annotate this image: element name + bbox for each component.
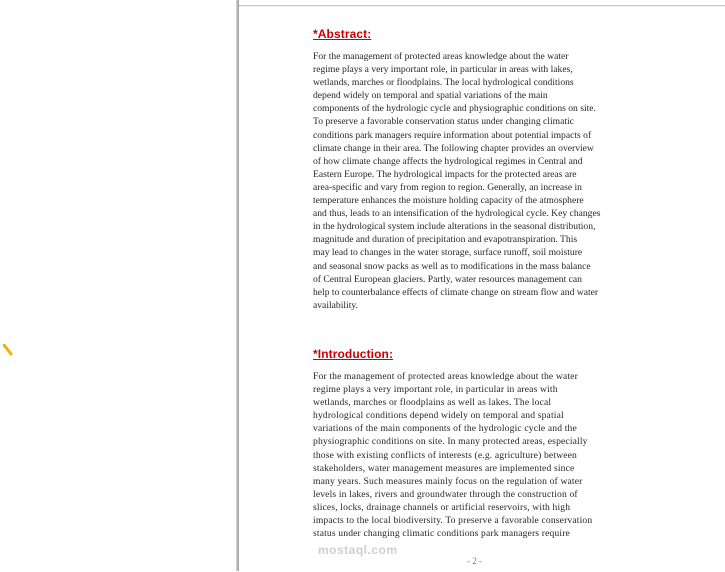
text-line: Eastern Europe. The hydrological impacts for the protected areas are	[313, 168, 577, 180]
text-line: climate change in their area. The following chapter provides an overview	[313, 142, 594, 154]
text-line: variations of the main components of the hydrologic cycle and the	[313, 423, 577, 435]
text-line: stakeholders, water management measures are implemented since	[313, 462, 575, 474]
text-line: For the management of protected areas knowledge about the water	[313, 371, 578, 382]
text-line: and seasonal snow packs as well as to modifications in the mass balance	[313, 260, 591, 272]
document-page	[239, 5, 725, 572]
text-line: To preserve a favorable conservation status under changing climatic	[313, 116, 574, 128]
text-line: regime plays a very important role, in particular in areas with	[313, 384, 558, 396]
left-workspace	[0, 0, 238, 571]
abstract-paragraph	[313, 50, 649, 312]
text-line: many years. Such measures mainly focus on the regulation of water	[313, 475, 583, 487]
watermark: mostaql.com	[318, 543, 398, 557]
text-line: and thus, leads to an intensification of the hydrological cycle. Key changes	[313, 208, 601, 220]
text-line: temperature enhances the moisture holding capacity of the atmosphere	[313, 195, 584, 207]
text-line: regime plays a very important role, in particular in areas with lakes,	[313, 64, 573, 76]
text-line: components of the hydrologic cycle and physiographic conditions on site.	[313, 103, 596, 115]
page-number: - 2 -	[467, 556, 482, 566]
introduction-heading: *Introduction:	[313, 347, 394, 361]
text-line: For the management of protected areas knowledge about the water	[313, 51, 569, 62]
text-line: help to counterbalance effects of climate change on stream flow and water	[313, 286, 599, 298]
abstract-section	[313, 26, 649, 312]
page-content	[313, 26, 649, 540]
text-line: may lead to changes in the water storage, surface runoff, soil moisture	[313, 247, 583, 259]
text-line: status under changing climatic conditions park managers require	[313, 528, 570, 540]
text-line: hydrological conditions depend widely on temporal and spatial	[313, 410, 564, 422]
text-line: depend widely on temporal and spatial variations of the main	[313, 90, 548, 102]
text-line: of Central European glaciers. Partly, water resources management can	[313, 273, 582, 285]
text-line: impacts to the local biodiversity. To preserve a favorable conservation	[313, 515, 593, 527]
text-line: magnitude and duration of precipitation and evapotranspiration. This	[313, 234, 578, 246]
text-line: conditions park managers require information about potential impacts of	[313, 129, 592, 141]
text-line: of how climate change affects the hydrological regimes in Central and	[313, 155, 583, 167]
text-line: physiographic conditions on site. In many protected areas, especially	[313, 436, 588, 448]
text-line: in the hydrological system include alterations in the seasonal distribution,	[313, 221, 596, 233]
introduction-paragraph	[313, 370, 649, 540]
text-line: levels in lakes, rivers and groundwater through the construction of	[313, 488, 578, 500]
text-line: slices, locks, drainage channels or artificial reservoirs, with high	[313, 501, 571, 513]
abstract-heading: *Abstract:	[313, 27, 372, 41]
text-line: area-specific and vary from region to region. Generally, an increase in	[313, 181, 582, 193]
pencil-mark-icon	[3, 344, 13, 356]
text-line: availability.	[313, 299, 358, 311]
text-line: wetlands, marches or floodplains as well as lakes. The local	[313, 397, 552, 409]
text-line: wetlands, marches or floodplains. The local hydrological conditions	[313, 77, 574, 89]
text-line: those with existing conflicts of interests (e.g. agriculture) between	[313, 449, 577, 461]
introduction-section	[313, 346, 649, 540]
